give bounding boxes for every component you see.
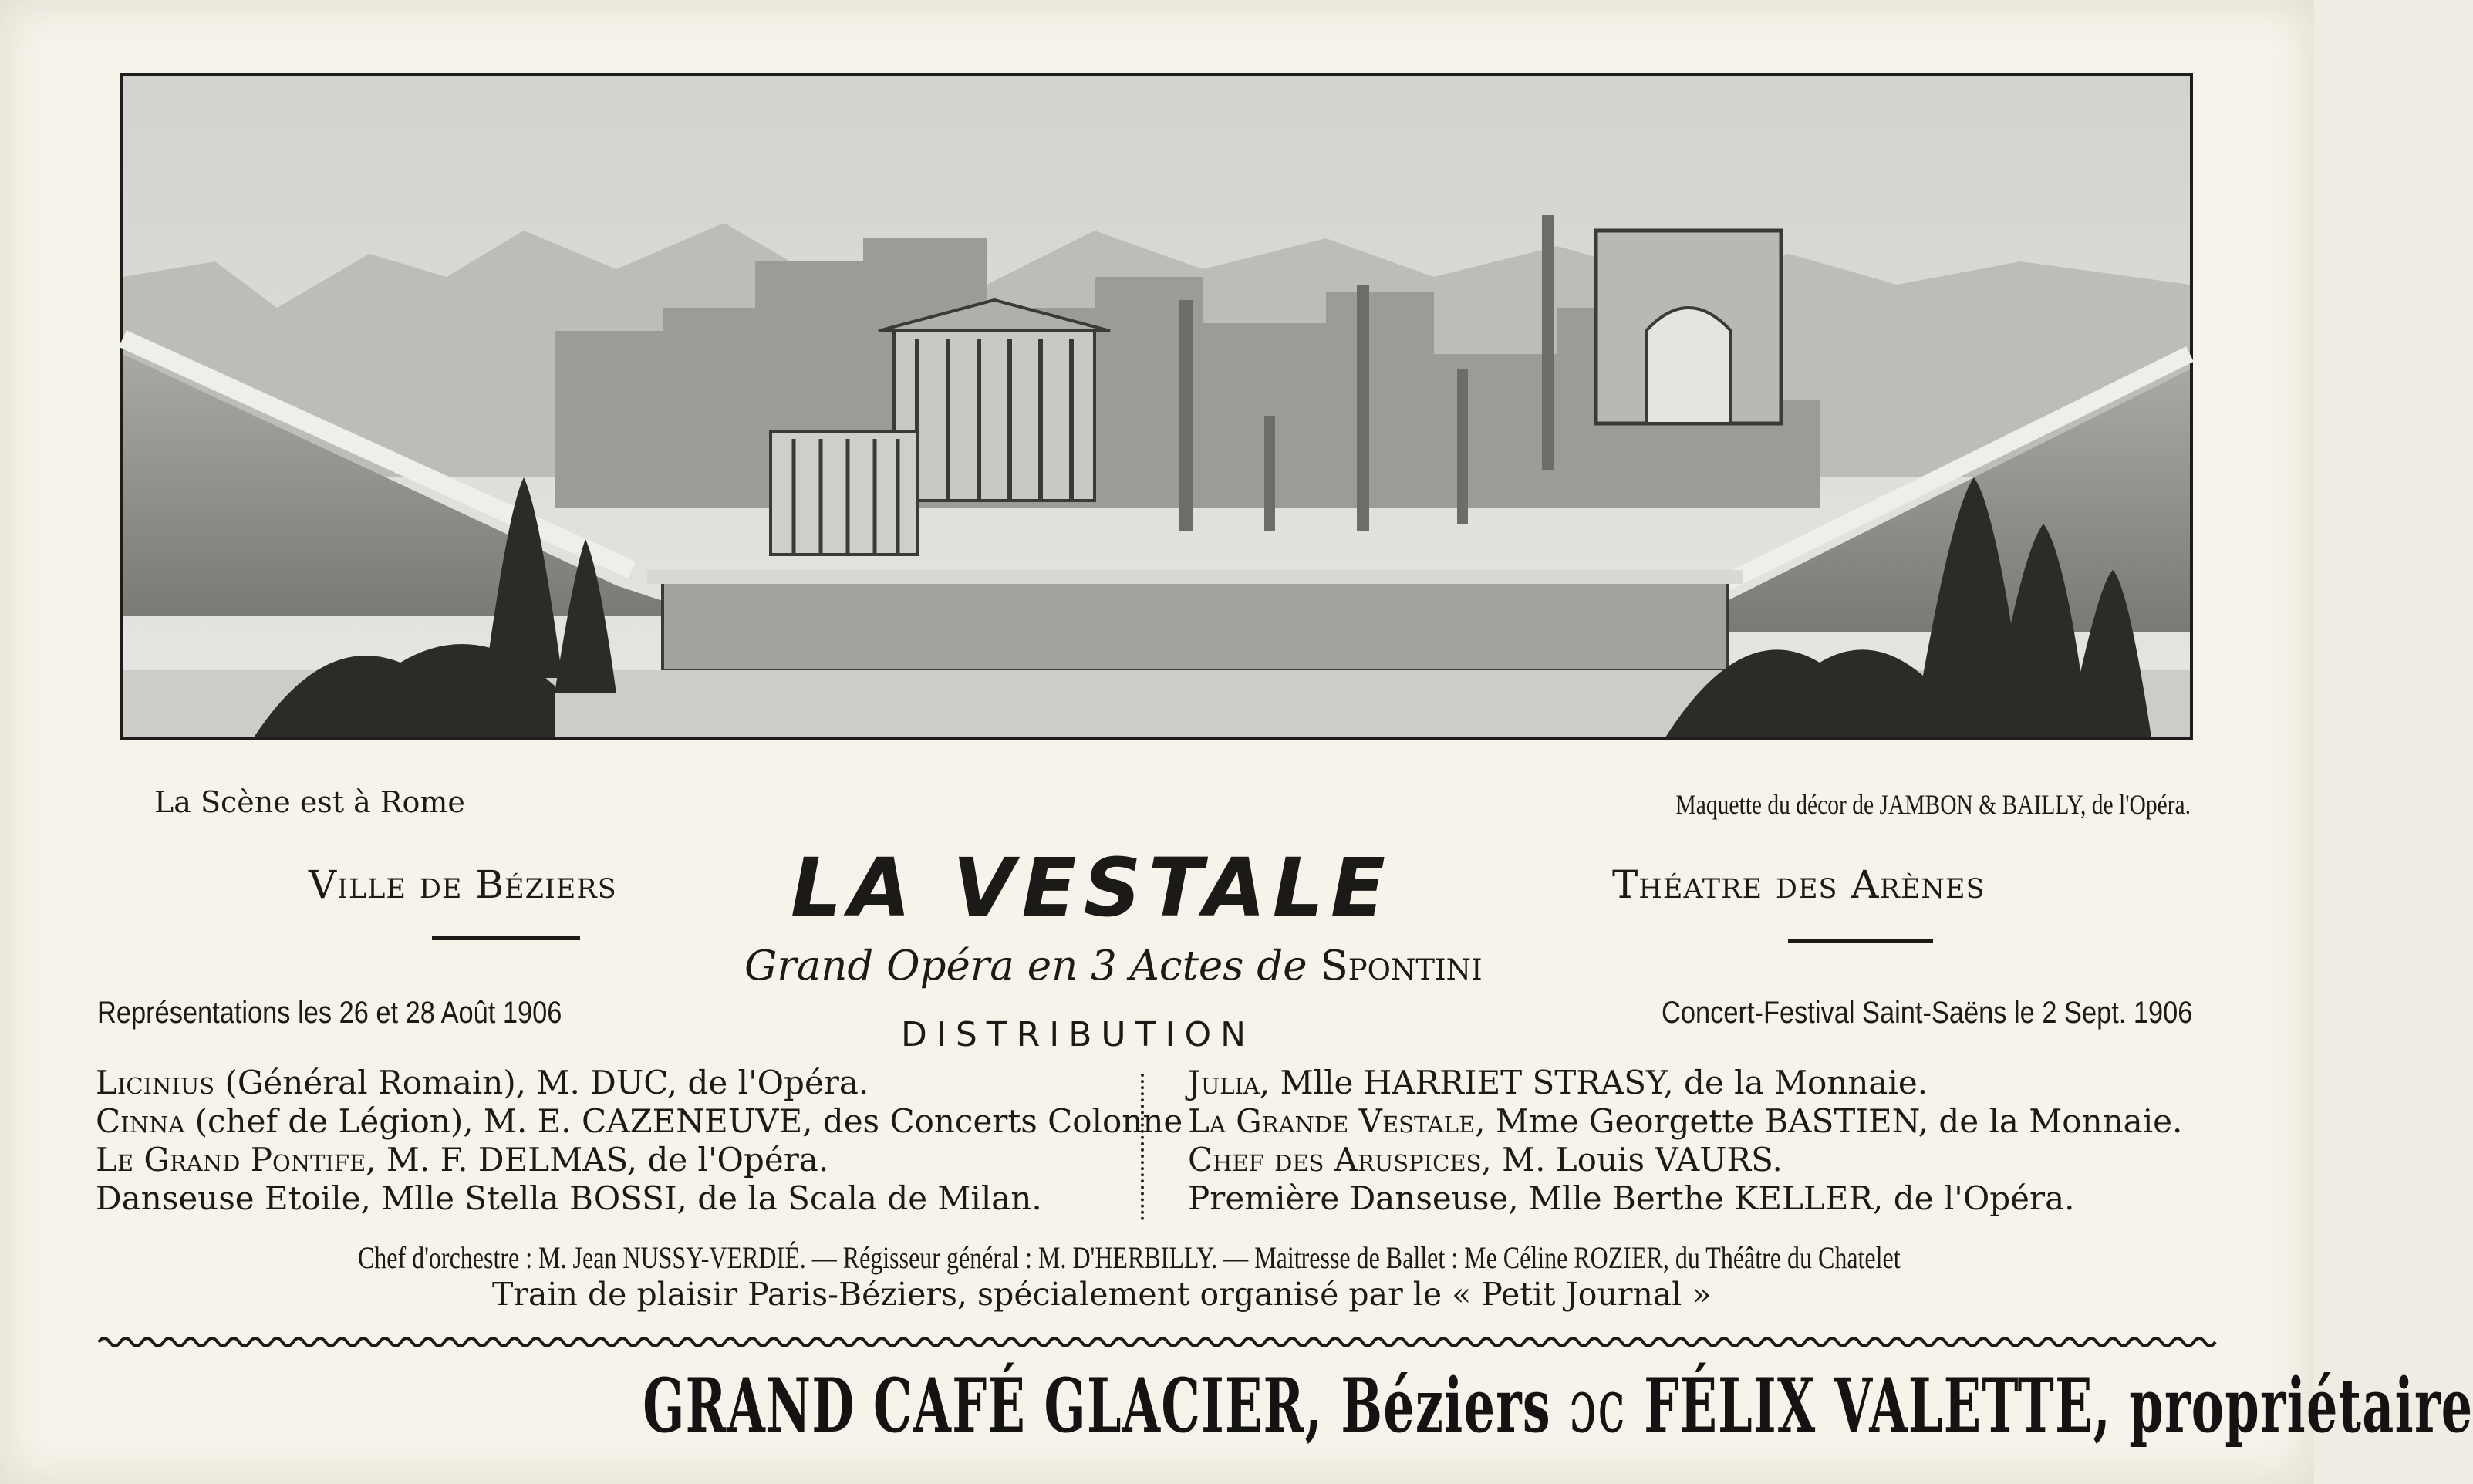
opera-title: LA VESTALE	[791, 841, 1393, 935]
ornament-icon: ɔc	[1569, 1363, 1626, 1449]
cast-list-left	[96, 1064, 1183, 1218]
banner-left: GRAND CAFÉ GLACIER, Béziers	[643, 1362, 1551, 1449]
cast-role: Première Danseuse	[1188, 1179, 1509, 1217]
stage-set-illustration	[120, 73, 2193, 740]
cast-detail: , M. F. DELMAS, de l'Opéra.	[366, 1141, 829, 1179]
cast-item	[1188, 1102, 2182, 1141]
concert-date: Concert-Festival Saint-Saëns le 2 Sept. 1906	[1661, 996, 2192, 1030]
staff-line: Chef d'orchestre : M. Jean NUSSY-VERDIÉ. — Régisseur général : M. D'HERBILLY. — Maitresse de Ballet : Me Céline ROZIER, du Théâtre du Chatelet	[357, 1240, 1901, 1275]
cast-role: Le Grand Pontife	[96, 1141, 366, 1179]
cast-role: Cinna	[96, 1102, 185, 1140]
cast-item	[1188, 1179, 2182, 1218]
left-rule	[432, 936, 580, 940]
ville-label: Ville de Béziers	[309, 862, 617, 907]
cast-list-right	[1188, 1064, 2182, 1218]
wavy-divider	[99, 1333, 2197, 1351]
rome-scene-drawing	[123, 76, 2190, 737]
cast-detail: (Général Romain), M. DUC, de l'Opéra.	[214, 1064, 869, 1101]
cast-detail: , Mlle HARRIET STRASY, de la Monnaie.	[1259, 1064, 1928, 1101]
theatre-label: Théatre des Arènes	[1612, 862, 1985, 907]
cast-detail: (chef de Légion), M. E. CAZENEUVE, des Concerts Colonne	[184, 1102, 1183, 1140]
cast-detail: , Mlle Stella BOSSI, de la Scala de Milan.	[360, 1179, 1042, 1217]
composer-name: Spontini	[1320, 943, 1483, 990]
cast-role: Danseuse Etoile	[96, 1179, 361, 1217]
subtitle-text: Grand Opéra en 3 Actes de	[744, 943, 1321, 990]
cast-item	[96, 1064, 1183, 1102]
scene-caption: La Scène est à Rome	[154, 785, 465, 819]
cast-role: Chef des Aruspices	[1188, 1141, 1482, 1179]
cast-item	[96, 1141, 1183, 1179]
cast-detail: , M. Louis VAURS.	[1481, 1141, 1783, 1179]
cast-detail: , Mlle Berthe KELLER, de l'Opéra.	[1508, 1179, 2075, 1217]
cafe-banner	[643, 1362, 2473, 1449]
representation-dates: Représentations les 26 et 28 Août 1906	[97, 996, 562, 1030]
cast-item	[96, 1102, 1183, 1141]
column-divider	[1141, 1074, 1144, 1220]
decor-credit: Maquette du décor de JAMBON & BAILLY, de l'Opéra.	[1675, 789, 2191, 820]
cast-detail: , Mme Georgette BASTIEN, de la Monnaie.	[1475, 1102, 2183, 1140]
banner-right: FÉLIX VALETTE, propriétaire	[1644, 1362, 2473, 1449]
train-line: Train de plaisir Paris-Béziers, spécialement organisé par le « Petit Journal »	[492, 1276, 1712, 1313]
cast-item	[1188, 1064, 2182, 1102]
right-rule	[1788, 939, 1933, 943]
cast-item	[96, 1179, 1183, 1218]
cast-role: Julia	[1188, 1064, 1260, 1101]
opera-subtitle	[744, 943, 1483, 990]
cast-role: La Grande Vestale	[1188, 1102, 1476, 1140]
cast-role: Licinius	[96, 1064, 215, 1101]
cast-item	[1188, 1141, 2182, 1179]
distribution-heading: DISTRIBUTION	[901, 1015, 1256, 1054]
